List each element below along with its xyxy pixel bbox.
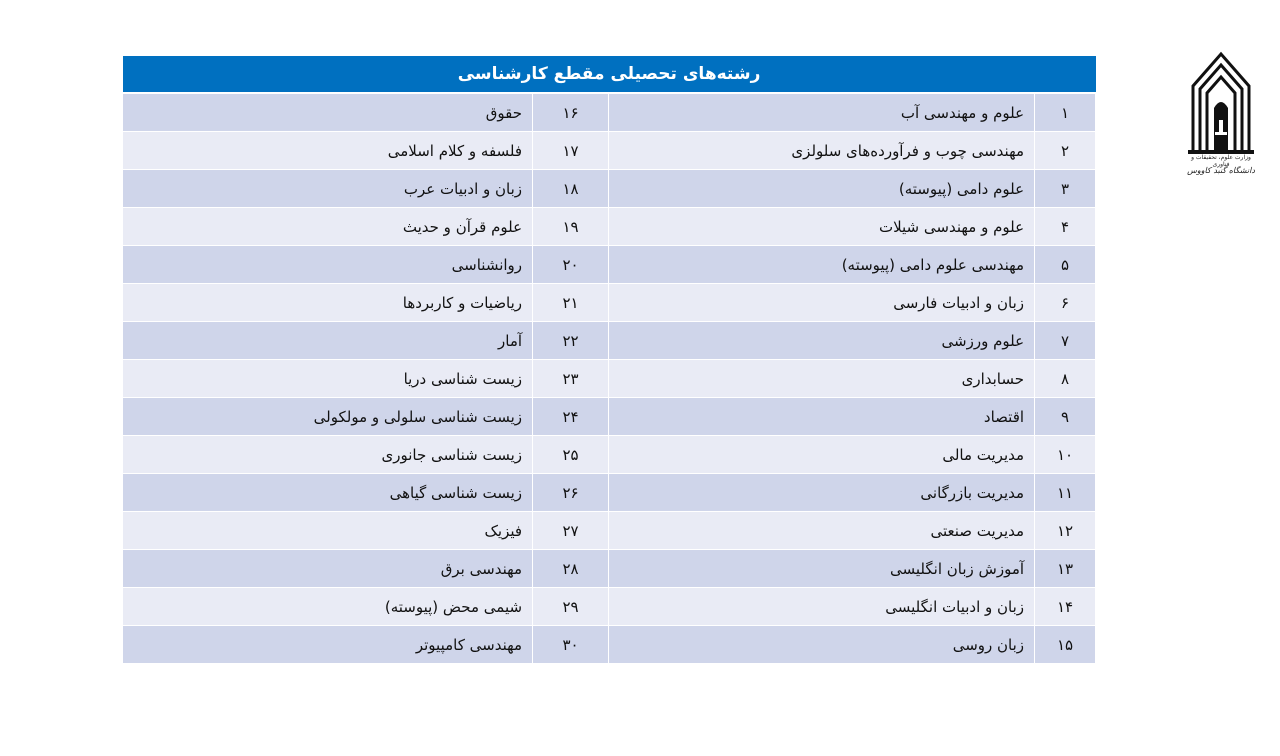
major-name-left: زبان و ادبیات عرب xyxy=(123,170,533,208)
major-name-right: مدیریت بازرگانی xyxy=(609,474,1035,512)
row-number-right: ۳ xyxy=(1035,170,1096,208)
major-name-right: علوم ورزشی xyxy=(609,322,1035,360)
major-name-left: مهندسی کامپیوتر xyxy=(123,626,533,664)
major-name-left: زیست شناسی سلولی و مولکولی xyxy=(123,398,533,436)
table-row xyxy=(123,93,1096,132)
row-number-right: ۶ xyxy=(1035,284,1096,322)
major-name-right: علوم و مهندسی آب xyxy=(609,93,1035,132)
major-name-left: شیمی محض (پیوسته) xyxy=(123,588,533,626)
row-number-left: ۲۸ xyxy=(533,550,609,588)
row-number-left: ۲۶ xyxy=(533,474,609,512)
row-number-left: ۲۹ xyxy=(533,588,609,626)
row-number-right: ۲ xyxy=(1035,132,1096,170)
major-name-left: ریاضیات و کاربردها xyxy=(123,284,533,322)
row-number-left: ۱۷ xyxy=(533,132,609,170)
major-name-left: فلسفه و کلام اسلامی xyxy=(123,132,533,170)
table-row xyxy=(123,132,1096,170)
row-number-left: ۱۸ xyxy=(533,170,609,208)
row-number-right: ۴ xyxy=(1035,208,1096,246)
major-name-right: زبان و ادبیات فارسی xyxy=(609,284,1035,322)
table-row xyxy=(123,626,1096,664)
row-number-right: ۸ xyxy=(1035,360,1096,398)
table-row xyxy=(123,360,1096,398)
logo-ministry-text: وزارت علوم، تحقیقات و فناوری xyxy=(1191,154,1251,168)
table-row xyxy=(123,322,1096,360)
row-number-right: ۹ xyxy=(1035,398,1096,436)
major-name-right: حسابداری xyxy=(609,360,1035,398)
major-name-right: زبان و ادبیات انگلیسی xyxy=(609,588,1035,626)
row-number-right: ۱۳ xyxy=(1035,550,1096,588)
table-title: رشته‌های تحصیلی مقطع کارشناسی xyxy=(123,56,1096,93)
table-row xyxy=(123,512,1096,550)
major-name-right: زبان روسی xyxy=(609,626,1035,664)
major-name-left: زیست شناسی گیاهی xyxy=(123,474,533,512)
major-name-left: زیست شناسی دریا xyxy=(123,360,533,398)
row-number-right: ۱ xyxy=(1035,93,1096,132)
table-row xyxy=(123,436,1096,474)
major-name-left: روانشناسی xyxy=(123,246,533,284)
row-number-right: ۱۵ xyxy=(1035,626,1096,664)
table-row xyxy=(123,170,1096,208)
row-number-right: ۷ xyxy=(1035,322,1096,360)
table-row xyxy=(123,550,1096,588)
row-number-left: ۳۰ xyxy=(533,626,609,664)
row-number-left: ۲۷ xyxy=(533,512,609,550)
major-name-right: علوم دامی (پیوسته) xyxy=(609,170,1035,208)
major-name-left: علوم قرآن و حدیث xyxy=(123,208,533,246)
row-number-left: ۲۱ xyxy=(533,284,609,322)
major-name-right: مدیریت مالی xyxy=(609,436,1035,474)
major-name-right: مهندسی چوب و فرآورده‌های سلولزی xyxy=(609,132,1035,170)
row-number-left: ۲۲ xyxy=(533,322,609,360)
logo-university-text: دانشگاه گنبد کاووس xyxy=(1187,166,1255,175)
row-number-right: ۵ xyxy=(1035,246,1096,284)
table-row xyxy=(123,588,1096,626)
row-number-left: ۲۵ xyxy=(533,436,609,474)
major-name-left: حقوق xyxy=(123,93,533,132)
major-name-right: اقتصاد xyxy=(609,398,1035,436)
table-row xyxy=(123,246,1096,284)
majors-table xyxy=(122,56,1096,664)
table-header-row xyxy=(123,56,1096,93)
university-logo xyxy=(1188,46,1254,186)
table-row xyxy=(123,474,1096,512)
row-number-left: ۲۰ xyxy=(533,246,609,284)
table-row xyxy=(123,398,1096,436)
table-body xyxy=(123,93,1096,664)
row-number-left: ۱۹ xyxy=(533,208,609,246)
major-name-right: مدیریت صنعتی xyxy=(609,512,1035,550)
major-name-left: زیست شناسی جانوری xyxy=(123,436,533,474)
row-number-left: ۲۴ xyxy=(533,398,609,436)
university-emblem-icon xyxy=(1188,46,1254,156)
major-name-right: مهندسی علوم دامی (پیوسته) xyxy=(609,246,1035,284)
row-number-right: ۱۰ xyxy=(1035,436,1096,474)
major-name-left: مهندسی برق xyxy=(123,550,533,588)
table-row xyxy=(123,208,1096,246)
major-name-right: علوم و مهندسی شیلات xyxy=(609,208,1035,246)
row-number-right: ۱۱ xyxy=(1035,474,1096,512)
row-number-right: ۱۴ xyxy=(1035,588,1096,626)
major-name-left: آمار xyxy=(123,322,533,360)
major-name-left: فیزیک xyxy=(123,512,533,550)
row-number-left: ۲۳ xyxy=(533,360,609,398)
row-number-right: ۱۲ xyxy=(1035,512,1096,550)
major-name-right: آموزش زبان انگلیسی xyxy=(609,550,1035,588)
table-row xyxy=(123,284,1096,322)
row-number-left: ۱۶ xyxy=(533,93,609,132)
